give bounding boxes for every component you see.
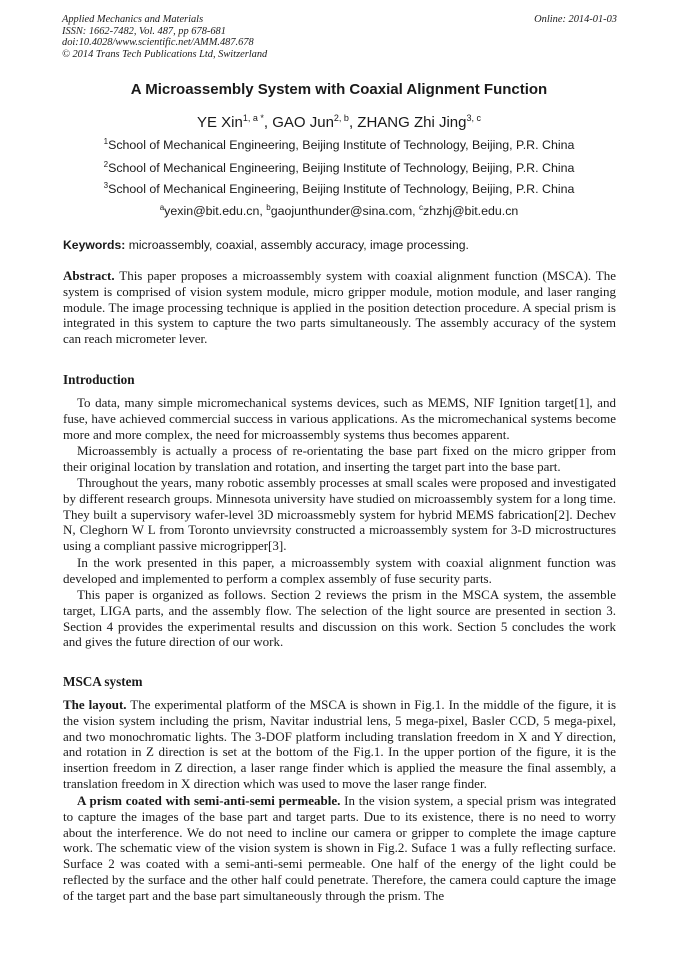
email-link[interactable]: yexin@bit.edu.cn	[164, 204, 260, 219]
author-separator: ,	[348, 114, 358, 131]
affiliation-sup: 1	[103, 137, 109, 146]
journal-name: Applied Mechanics and Materials	[62, 14, 204, 25]
abstract-label: Abstract.	[63, 268, 115, 283]
section-heading-msca: MSCA system	[63, 674, 143, 689]
layout-label: The layout.	[63, 697, 127, 712]
email-sup: a	[159, 203, 165, 212]
layout-paragraph	[63, 697, 616, 792]
keywords	[63, 238, 616, 252]
affiliation-text: School of Mechanical Engineering, Beijing Institute of Technology, Beijing, P.R. China	[108, 182, 575, 197]
author-name: YE Xin	[197, 114, 243, 131]
author-name: GAO Jun	[272, 114, 334, 131]
email-separator: ,	[412, 204, 420, 219]
email-link[interactable]: gaojunthunder@sina.com	[270, 204, 413, 219]
issn-line: ISSN: 1662-7482, Vol. 487, pp 678-681	[62, 25, 226, 37]
intro-paragraph: In the work presented in this paper, a microassembly system with coaxial alignment function was developed and implemented to perform a complex assembly of fuse security parts.	[63, 555, 616, 586]
author-sup: 2, b	[333, 113, 349, 123]
abstract	[63, 268, 616, 347]
prism-paragraph	[63, 793, 616, 904]
author-name: ZHANG Zhi Jing	[357, 114, 467, 131]
intro-paragraph: To data, many simple micromechanical systems devices, such as MEMS, NIF Ignition target[1], and fuse, have achieved commercial success in various applications. As the micromechanical systems become more and more complex, the need for microassembly systems thus becomes apparent.	[63, 395, 616, 442]
affiliation	[0, 160, 678, 175]
intro-paragraph: Throughout the years, many robotic assembly processes at small scales were proposed and investigated by different research groups. Minnesota university have studied on microassembly system for a long time. They built a supervisory wafer-level 3D microassmebly system for hybrid MEMS fabrication[2]. Dechev N, Cleghorn W L from Toronto unvievrsity constructed a microassembly system for 3-D microstructures using a compliant passive microgripper[3].	[63, 475, 616, 554]
prism-text: In the vision system, a special prism was integrated to capture the images of the base part and target parts. Due to its existence, there is no need to worry about the interference. We do not need to incline our camera or gripper to complete the image capture work. The schematic view of the vision system is shown in Fig.2. Suface 1 was a fully reflecting surface. Surface 2 was coated with a semi-anti-semi permeable. One half of the energy of the light could be reflected by the surface and the other half could penetrate. Therefore, the camera could capture the image of the target part and the base part simultaneously through the prism. The	[63, 793, 616, 903]
doi-line: doi:10.4028/www.scientific.net/AMM.487.678	[62, 37, 254, 49]
paper-title: A Microassembly System with Coaxial Alignment Function	[130, 81, 548, 98]
email-sup: c	[419, 203, 424, 212]
affiliation-sup: 3	[103, 181, 109, 190]
author-sup: 3, c	[466, 113, 481, 123]
online-date: Online: 2014-01-03	[534, 14, 617, 25]
prism-label: A prism coated with semi-anti-semi permeable.	[77, 793, 341, 808]
email-line	[0, 203, 678, 218]
journal-header	[62, 14, 617, 60]
author-separator: ,	[263, 114, 273, 131]
email-link[interactable]: zhzhj@bit.edu.cn	[423, 204, 519, 219]
keywords-text: microassembly, coaxial, assembly accuracy, image processing.	[125, 238, 469, 252]
copyright-line: © 2014 Trans Tech Publications Ltd, Switzerland	[62, 48, 268, 60]
section-heading-introduction: Introduction	[63, 372, 135, 387]
author-sup: 1, a *	[242, 113, 264, 123]
affiliation-text: School of Mechanical Engineering, Beijing Institute of Technology, Beijing, P.R. China	[108, 161, 575, 176]
email-separator: ,	[259, 204, 267, 219]
email-sup: b	[266, 203, 271, 212]
abstract-text: This paper proposes a microassembly system with coaxial alignment function (MSCA). The system is comprised of vision system module, micro gripper module, motion module, and laser ranging module. The image processing technique is applied in the position detection procedure. A special prism is integrated in this system to capture the two parts simultaneously. The assembly accuracy of the system can reach micrometer lever.	[63, 268, 616, 347]
affiliation	[0, 181, 678, 196]
affiliation-text: School of Mechanical Engineering, Beijing Institute of Technology, Beijing, P.R. China	[108, 138, 575, 153]
intro-paragraph: Microassembly is actually a process of re-orientating the base part fixed on the micro gripper from their original location by translation and rotation, and inserting the target part into the base part.	[63, 443, 616, 474]
affiliation	[0, 137, 678, 152]
affiliation-sup: 2	[103, 160, 109, 169]
author-list	[0, 113, 678, 131]
layout-text: The experimental platform of the MSCA is shown in Fig.1. In the middle of the figure, it is the vision system including the prism, Navitar industrial lens, 5 mega-pixel, Basler CCD, 5 mega-pixel, and two monochromatic lights. The 3-DOF platform including translation freedom in X and Y direction, and rotation in Z direction is set at the bottom of the Fig.1. In the upper portion of the figure, it is the insertion freedom in Z direction, a laser range finder which is applied the measure the final assembly, a translation freedom in X direction which was used to move the laser range finder.	[63, 697, 616, 791]
keywords-label: Keywords:	[63, 238, 126, 252]
intro-paragraph: This paper is organized as follows. Section 2 reviews the prism in the MSCA system, the assemble target, LIGA parts, and the assembly flow. The selection of the light source are presented in section 3. Section 4 provides the experimental results and discussion on this work. Section 5 concludes the work and gives the future direction of our work.	[63, 587, 616, 650]
